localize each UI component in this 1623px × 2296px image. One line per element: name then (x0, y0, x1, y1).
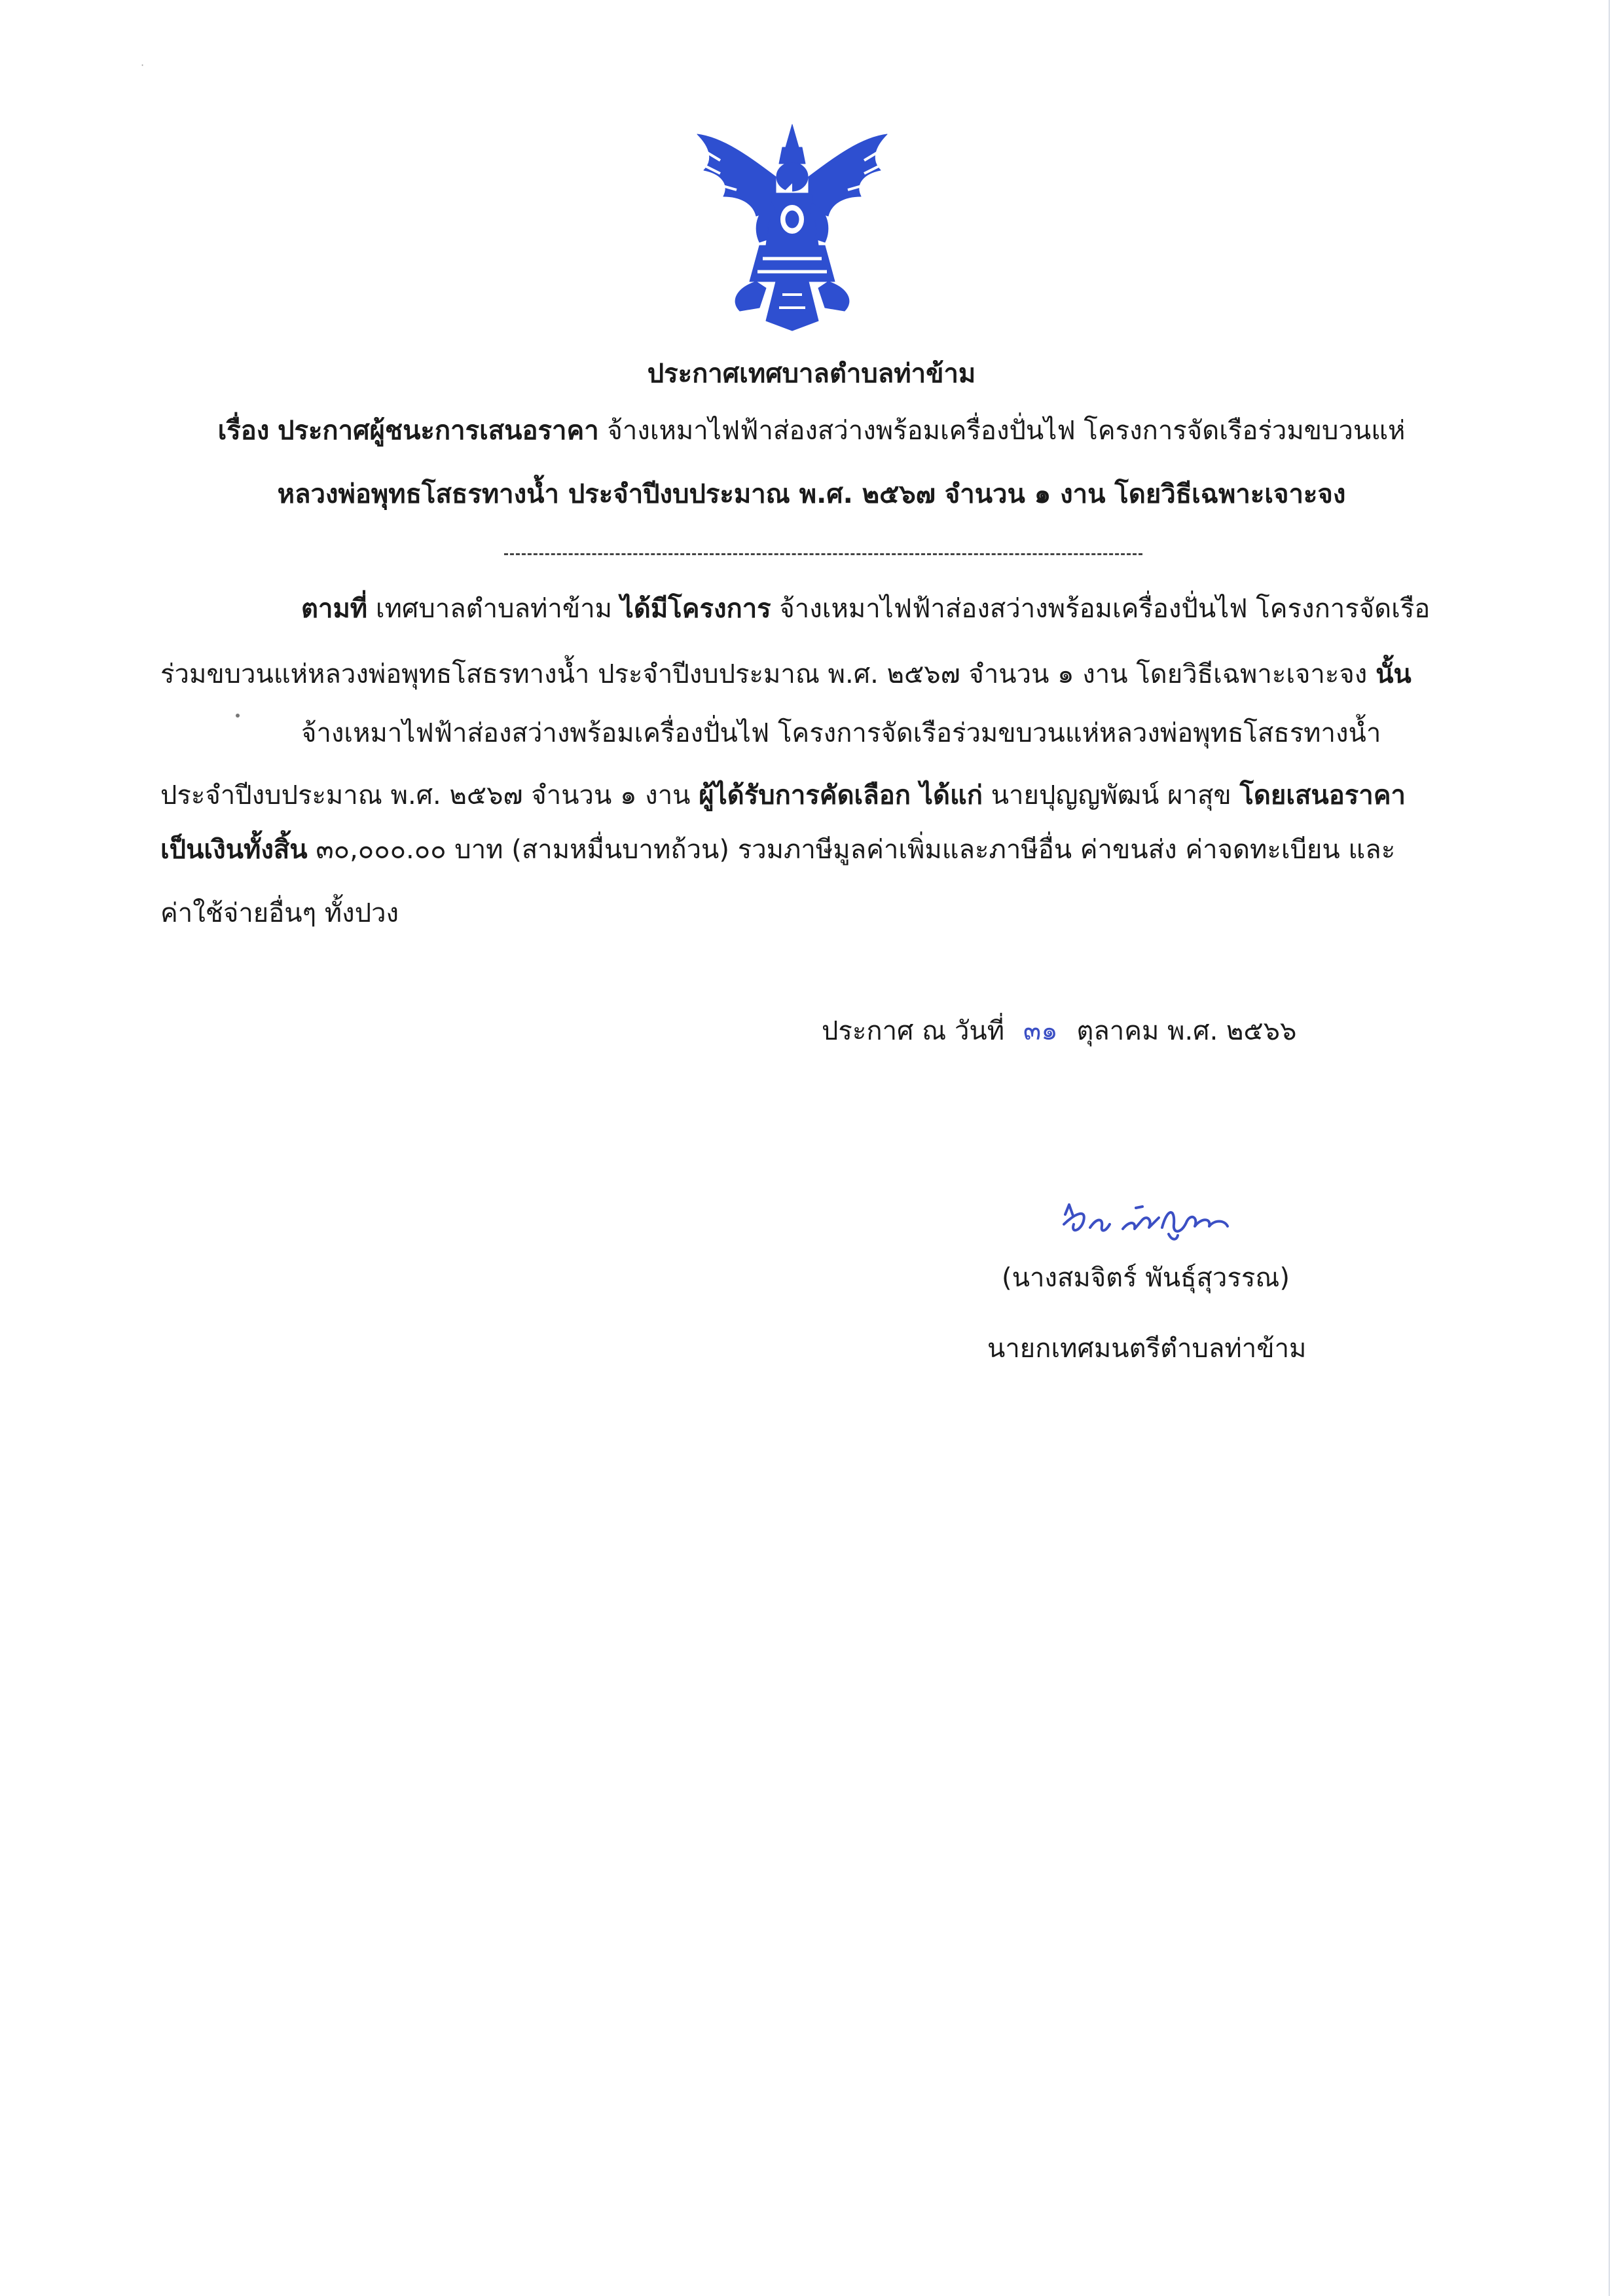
p2-price-label: โดยเสนอราคา (1239, 780, 1406, 811)
subject-line-1 (0, 409, 1623, 451)
p1-end: นั้น (1376, 659, 1412, 689)
signature-mark (1038, 1188, 1260, 1267)
p2-amount-text: ๓๐,๐๐๐.๐๐ บาท (สามหมื่นบาทถ้วน) รวมภาษีมูลค่าเพิ่มและภาษีอื่น ค่าขนส่ง ค่าจดทะเบียน และ (316, 835, 1396, 865)
subject-text: จ้างเหมาไฟฟ้าส่องสว่างพร้อมเครื่องปั่นไฟ โครงการจัดเรือร่วมขบวนแห่ (607, 416, 1406, 446)
p1-lead: ตามที่ (301, 594, 368, 624)
page-edge (1609, 0, 1610, 2296)
paragraph-1-line-2 (160, 655, 1412, 694)
p2-text-a: ประจำปีงบประมาณ พ.ศ. ๒๕๖๗ จำนวน ๑ งาน (160, 780, 691, 811)
p2-winner-label: ผู้ได้รับการคัดเลือก ได้แก่ (699, 780, 983, 811)
p2-amount-label: เป็นเงินทั้งสิ้น (160, 835, 308, 865)
p2-winner-name: นายปุญญพัฒน์ ผาสุข (991, 780, 1231, 811)
garuda-emblem-icon (684, 111, 900, 334)
date-day: ๓๑ (1023, 1016, 1058, 1046)
announcement-date (822, 1011, 1296, 1051)
subject-line-2: หลวงพ่อพุทธโสธรทางน้ำ ประจำปีงบประมาณ พ.ศ. ๒๕๖๗ จำนวน ๑ งาน โดยวิธีเฉพาะเจาะจง (277, 479, 1346, 509)
paragraph-2-line-3 (160, 830, 1395, 869)
separator-line (504, 553, 1142, 555)
p1-line2-text: ร่วมขบวนแห่หลวงพ่อพุทธโสธรทางน้ำ ประจำปีงบประมาณ พ.ศ. ๒๕๖๗ จำนวน ๑ งาน โดยวิธีเฉพาะเจาะจง (160, 659, 1368, 689)
paragraph-2-line-2 (160, 776, 1406, 815)
p1-bold: ได้มีโครงการ (620, 594, 771, 624)
scan-speck: · (141, 59, 145, 71)
signatory-name: (นางสมจิตร์ พันธุ์สุวรรณ) (1002, 1263, 1290, 1293)
paragraph-2-line-1: จ้างเหมาไฟฟ้าส่องสว่างพร้อมเครื่องปั่นไฟ โครงการจัดเรือร่วมขบวนแห่หลวงพ่อพุทธโสธรทางน้ำ (301, 718, 1381, 748)
date-rest: ตุลาคม พ.ศ. ๒๕๖๖ (1076, 1016, 1297, 1046)
date-prefix: ประกาศ ณ วันที่ (822, 1016, 1005, 1046)
signatory-position: นายกเทศมนตรีตำบลท่าข้าม (987, 1334, 1307, 1364)
subject-title: ประกาศผู้ชนะการเสนอราคา (278, 416, 599, 446)
p1-org: เทศบาลตำบลท่าข้าม (375, 594, 613, 624)
scan-mark (236, 714, 240, 718)
paragraph-1-line-1 (301, 589, 1430, 629)
paragraph-2-line-4: ค่าใช้จ่ายอื่นๆ ทั้งปวง (160, 898, 399, 928)
page-title: ประกาศเทศบาลตำบลท่าข้าม (647, 359, 976, 389)
subject-label: เรื่อง (217, 416, 270, 446)
p1-rest: จ้างเหมาไฟฟ้าส่องสว่างพร้อมเครื่องปั่นไฟ โครงการจัดเรือ (779, 594, 1431, 624)
